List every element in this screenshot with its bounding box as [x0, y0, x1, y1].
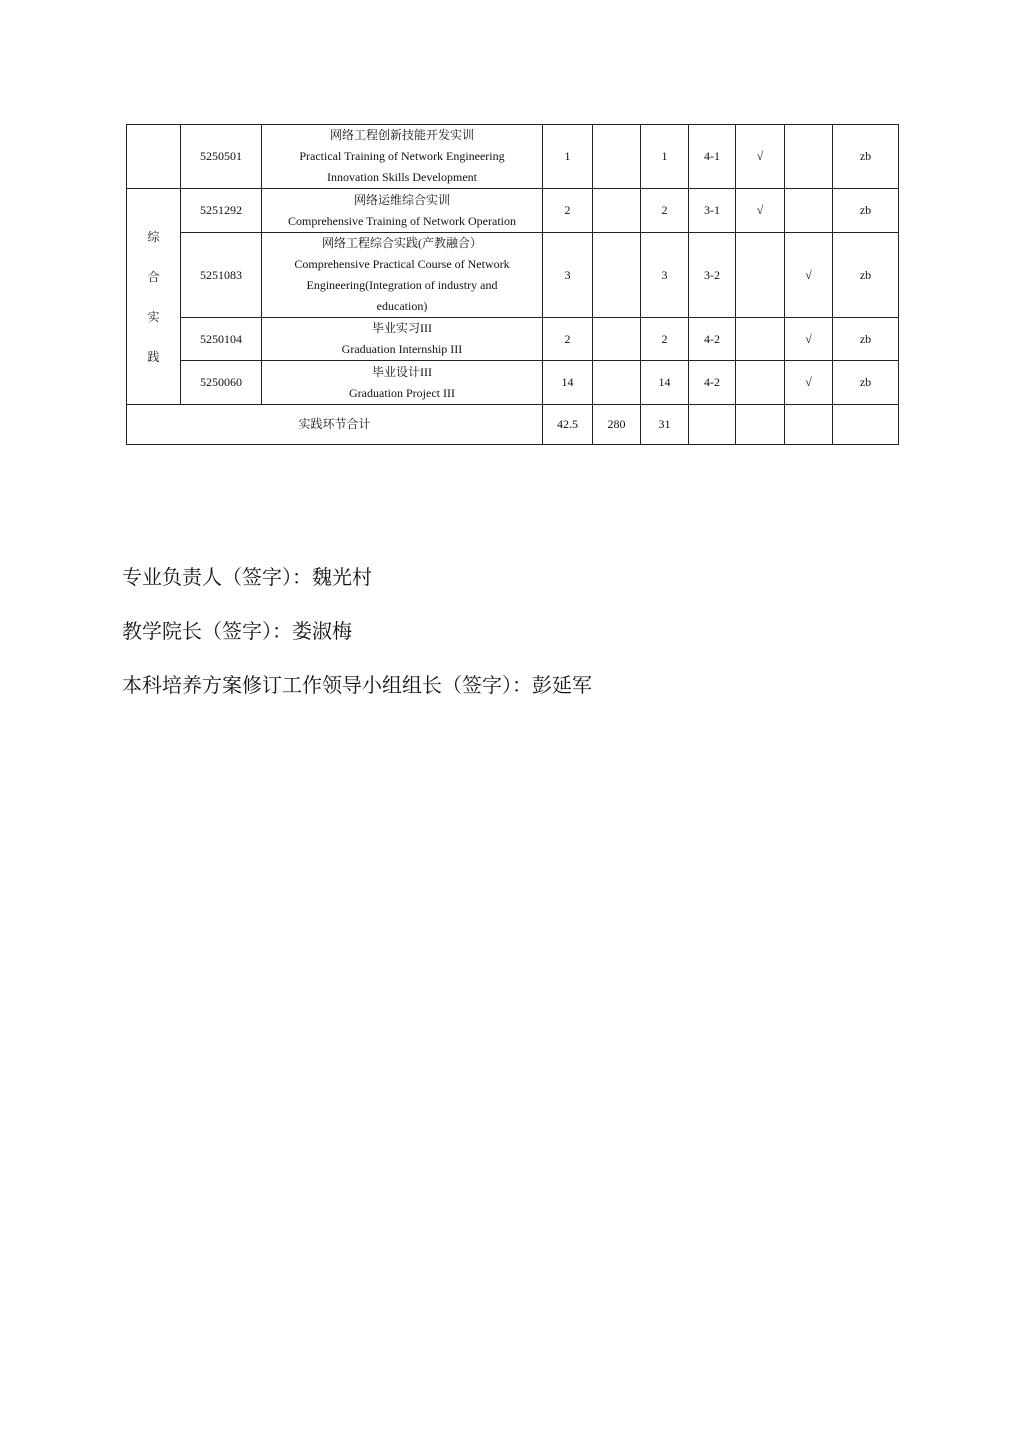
course-name-en: education) — [376, 299, 428, 313]
course-name-en: Engineering(Integration of industry and — [306, 278, 498, 292]
course-name — [262, 361, 543, 405]
course-name-zh: 毕业实习III — [372, 321, 432, 335]
signature-name: 魏光村 — [312, 565, 372, 589]
check-cell-b — [785, 125, 833, 189]
total-credits: 42.5 — [543, 405, 593, 445]
type-cell: zb — [833, 361, 899, 405]
check-cell-a: √ — [736, 125, 785, 189]
course-code: 5251083 — [181, 233, 262, 318]
hours-cell — [593, 361, 641, 405]
empty-cell — [736, 405, 785, 445]
course-code: 5250060 — [181, 361, 262, 405]
category-char: 践 — [147, 349, 160, 364]
total-label: 实践环节合计 — [127, 405, 543, 445]
weeks-cell: 3 — [641, 233, 689, 318]
empty-cell — [689, 405, 736, 445]
term-cell: 4-2 — [689, 318, 736, 361]
weeks-cell: 2 — [641, 189, 689, 233]
course-name-zh: 网络工程创新技能开发实训 — [329, 128, 474, 142]
course-name-zh: 网络工程综合实践(产教融合） — [322, 236, 482, 250]
category-cell — [127, 189, 181, 405]
credits-cell: 3 — [543, 233, 593, 318]
course-name — [262, 318, 543, 361]
hours-cell — [593, 318, 641, 361]
type-cell: zb — [833, 189, 899, 233]
signature-role: 教学院长（签字）： — [122, 619, 292, 643]
table-row — [127, 189, 899, 233]
table-total-row — [127, 405, 899, 445]
course-code: 5250501 — [181, 125, 262, 189]
check-cell-b: √ — [785, 233, 833, 318]
check-cell-b: √ — [785, 361, 833, 405]
course-code: 5251292 — [181, 189, 262, 233]
course-name-zh: 毕业设计III — [372, 364, 432, 379]
course-name-en: Comprehensive Practical Course of Network — [294, 257, 510, 271]
hours-cell — [593, 125, 641, 189]
signature-name: 娄淑梅 — [292, 619, 352, 643]
course-name-en: Practical Training of Network Engineering — [299, 149, 505, 163]
category-char: 合 — [147, 269, 160, 284]
signature-section — [122, 560, 592, 722]
check-cell-b: √ — [785, 318, 833, 361]
table-row — [127, 125, 899, 189]
credits-cell: 2 — [543, 189, 593, 233]
total-hours: 280 — [593, 405, 641, 445]
term-cell: 3-1 — [689, 189, 736, 233]
course-name-zh: 网络运维综合实训 — [353, 192, 450, 207]
weeks-cell: 2 — [641, 318, 689, 361]
term-cell: 4-2 — [689, 361, 736, 405]
type-cell: zb — [833, 318, 899, 361]
check-cell-a — [736, 361, 785, 405]
category-char: 实 — [147, 309, 160, 324]
weeks-cell: 1 — [641, 125, 689, 189]
table-row — [127, 318, 899, 361]
hours-cell — [593, 233, 641, 318]
credits-cell: 1 — [543, 125, 593, 189]
hours-cell — [593, 189, 641, 233]
course-name-en: Graduation Internship III — [341, 342, 463, 356]
credits-cell: 14 — [543, 361, 593, 405]
check-cell-b — [785, 189, 833, 233]
signature-line-teaching-dean — [122, 614, 592, 668]
course-name — [262, 233, 543, 318]
check-cell-a: √ — [736, 189, 785, 233]
check-cell-a — [736, 318, 785, 361]
term-cell: 4-1 — [689, 125, 736, 189]
total-weeks: 31 — [641, 405, 689, 445]
course-name — [262, 125, 543, 189]
credits-cell: 2 — [543, 318, 593, 361]
category-cell-empty — [127, 125, 181, 189]
signature-role: 本科培养方案修订工作领导小组组长（签字）： — [122, 673, 532, 697]
course-name-en: Comprehensive Training of Network Operation — [288, 213, 516, 228]
check-cell-a — [736, 233, 785, 318]
empty-cell — [785, 405, 833, 445]
table-row — [127, 233, 899, 318]
category-char: 综 — [147, 229, 160, 244]
signature-line-group-leader — [122, 668, 592, 722]
weeks-cell: 14 — [641, 361, 689, 405]
signature-name: 彭延军 — [532, 673, 592, 697]
signature-role: 专业负责人（签字）： — [122, 565, 312, 589]
course-name-en: Graduation Project III — [349, 385, 455, 400]
type-cell: zb — [833, 233, 899, 318]
empty-cell — [833, 405, 899, 445]
term-cell: 3-2 — [689, 233, 736, 318]
signature-line-major-head — [122, 560, 592, 614]
course-code: 5250104 — [181, 318, 262, 361]
type-cell: zb — [833, 125, 899, 189]
course-table — [126, 124, 899, 445]
table-row — [127, 361, 899, 405]
course-name — [262, 189, 543, 233]
course-name-en: Innovation Skills Development — [327, 170, 477, 184]
